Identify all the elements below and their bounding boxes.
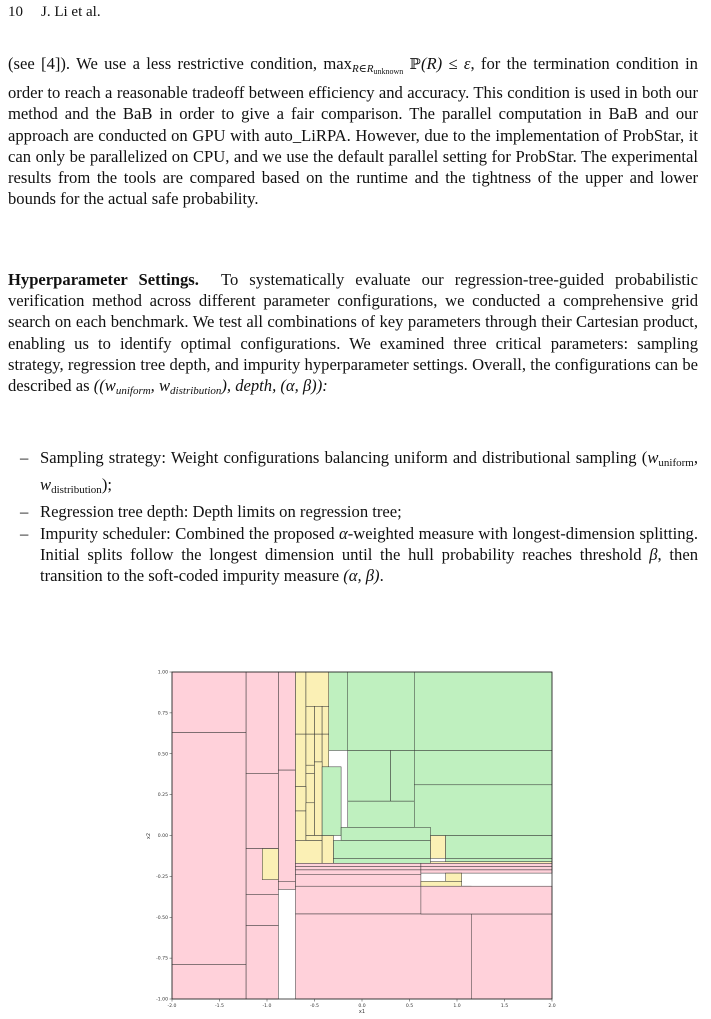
para1-text-rest: , for the termination condition in order to reach a reasonable tradeoff between efficiency and accuracy. This condition is used in both our method and the BaB in order to give a fair comparison. The parallel computation in BaB and our approach are conducted on GPU with auto_LiRPA. However, due to the implementation of ProbStar, it can only be parallelized on CPU, and we use the default parallel setting for ProbStar. The experimental results from the tools are compared based on the runtime and the tightness of the upper and lower bounds for the actual safe probability. (8, 54, 698, 209)
b1-sub-distribution: distribution (51, 484, 102, 497)
region-safe-50 (391, 750, 415, 801)
list-item-impurity-scheduler (8, 523, 698, 587)
region-unsafe-16 (296, 870, 421, 875)
region-unknown-29 (306, 734, 315, 765)
y-tick-label: 0.75 (157, 711, 168, 717)
region-unsafe-6 (246, 894, 278, 925)
list-item-tree-depth (8, 501, 698, 522)
region-unsafe-17 (296, 867, 421, 870)
b1-comma: , (693, 448, 698, 467)
region-safe-56 (446, 836, 552, 859)
region-unknown-42 (421, 881, 462, 886)
region-unknown-33 (306, 773, 315, 802)
y-tick-label: -0.75 (156, 956, 168, 962)
region-unsafe-2 (172, 965, 246, 999)
region-unsafe-18 (296, 863, 421, 866)
paragraph-hyperparameter-settings (8, 269, 698, 402)
b3-b: -weighted measure with longest-dimension splitting. Initial splits follow the longest dimension until the hull probability reaches threshold (40, 523, 698, 564)
regions-layer (172, 672, 552, 999)
formula-part-b: , w (150, 376, 171, 396)
region-safe-49 (348, 750, 391, 801)
b2-text: Regression tree depth: Depth limits on regression tree; (40, 502, 402, 522)
b1-end: ); (101, 475, 112, 495)
region-unsafe-13 (471, 914, 552, 999)
region-unsafe-20 (421, 867, 552, 870)
b3-alpha-beta: (α, β) (343, 566, 380, 586)
region-unknown-28 (296, 734, 306, 786)
region-unknown-34 (296, 786, 306, 811)
region-unknown-32 (306, 765, 315, 773)
region-safe-51 (348, 801, 415, 827)
formula-sub-uniform: uniform (115, 385, 151, 398)
region-safe-48 (322, 767, 341, 836)
y-tick-label: -0.50 (156, 915, 168, 921)
region-unknown-23 (296, 672, 306, 734)
x-tick-label: 0.5 (405, 1004, 414, 1009)
region-unknown-41 (430, 836, 445, 859)
region-unsafe-21 (421, 863, 552, 866)
formula-part-c: ), depth, (α, β)): (221, 376, 328, 396)
y-tick-label: 1.00 (157, 670, 168, 676)
paragraph-termination-condition (8, 53, 698, 209)
region-unknown-39 (306, 836, 322, 841)
x-tick-label: -1.0 (262, 1004, 272, 1009)
region-unknown-24 (306, 672, 329, 706)
b3-a: Impurity scheduler: Combined the proposed (40, 523, 339, 543)
b1-text: Sampling strategy: Weight configurations balancing uniform and distributional sampling ( (40, 448, 648, 467)
region-safe-46 (348, 672, 415, 750)
hyperparameter-body: To systematically evaluate our regression-tree-guided probabilistic verification method across different parameter configurations, we conducted a comprehensive grid search on each benchmark. We test all combinations of key parameters through their Cartesian product, enabling us to identify optimal configurations. We examined three critical parameters: sampling strategy, regression tree depth, and impurity hyperparameter settings. Overall, the configurations can be described as (8, 270, 699, 396)
y-tick-label: 0.00 (157, 834, 168, 840)
y-axis-label: x2 (146, 832, 152, 840)
list-item-sampling-strategy (8, 447, 698, 501)
y-tick-label: -0.25 (156, 874, 168, 880)
region-safe-57 (334, 858, 431, 863)
hyperparameter-heading: Hyperparameter Settings. (8, 270, 199, 289)
region-safe-47 (414, 672, 552, 750)
max-subscript (352, 63, 403, 75)
region-unsafe-14 (421, 886, 552, 914)
x-axis-label: x1 (358, 1009, 366, 1014)
region-safe-45 (329, 672, 348, 750)
region-unknown-43 (446, 873, 462, 881)
region-unsafe-3 (246, 672, 278, 773)
region-unsafe-9 (278, 770, 295, 881)
region-unknown-30 (315, 734, 323, 762)
region-safe-55 (334, 840, 431, 858)
region-unknown-31 (322, 734, 329, 767)
x-tick-label: 0.0 (358, 1004, 366, 1009)
b3-end: . (379, 566, 384, 586)
partition-chart (140, 668, 560, 1014)
formula-sub-distribution: distribution (170, 385, 222, 398)
formula-part-a: ((w (93, 376, 116, 396)
x-tick-label: -0.5 (310, 1004, 319, 1009)
region-unknown-22 (262, 849, 278, 880)
region-unknown-27 (322, 706, 329, 734)
region-unknown-36 (306, 803, 315, 836)
parameter-list (8, 447, 698, 586)
region-unsafe-12 (296, 914, 472, 999)
b3-c: , then transition to the soft-coded impurity measure (40, 544, 698, 586)
running-header (8, 4, 101, 21)
region-unsafe-15 (296, 875, 421, 886)
partition-figure (140, 668, 560, 1014)
x-tick-label: 1.5 (500, 1004, 509, 1009)
running-authors: J. Li et al. (41, 4, 101, 20)
y-tick-label: 0.25 (157, 793, 168, 799)
y-tick-label: -1.00 (156, 997, 168, 1003)
region-unsafe-19 (421, 870, 552, 873)
region-unknown-37 (315, 762, 323, 836)
b3-beta: β (649, 544, 658, 564)
region-unknown-35 (296, 811, 306, 840)
para1-inequality: (R) ≤ ε (420, 54, 471, 73)
region-safe-53 (414, 785, 552, 836)
region-unsafe-10 (278, 881, 295, 889)
region-unsafe-8 (278, 672, 295, 770)
region-safe-58 (446, 858, 552, 861)
page-number: 10 (8, 4, 23, 20)
region-unsafe-1 (172, 733, 246, 965)
para1-text-start: (see [4]). We use a less restrictive condition, max (8, 54, 352, 73)
b3-alpha: α (339, 523, 348, 543)
b1-w2: w (40, 475, 52, 495)
region-safe-52 (414, 750, 552, 784)
max-subscript-set: R∈R (351, 63, 374, 75)
region-safe-54 (341, 827, 430, 840)
x-tick-label: 1.0 (453, 1004, 461, 1009)
x-tick-label: -2.0 (167, 1004, 177, 1009)
region-unsafe-0 (172, 672, 246, 733)
region-unknown-38 (296, 840, 323, 863)
b1-sub-uniform: uniform (658, 457, 694, 469)
region-unknown-26 (315, 706, 323, 734)
x-tick-label: 2.0 (548, 1004, 556, 1009)
b1-w1: w (647, 448, 659, 467)
region-unsafe-4 (246, 773, 278, 848)
region-unknown-25 (306, 706, 315, 734)
region-unsafe-7 (246, 925, 278, 999)
y-tick-label: 0.50 (157, 752, 168, 758)
x-tick-label: -1.5 (215, 1004, 224, 1009)
max-subscript-unknown: unknown (373, 67, 404, 76)
region-unknown-40 (322, 836, 333, 864)
config-formula (93, 376, 328, 398)
prob-symbol: ℙ (409, 55, 421, 73)
